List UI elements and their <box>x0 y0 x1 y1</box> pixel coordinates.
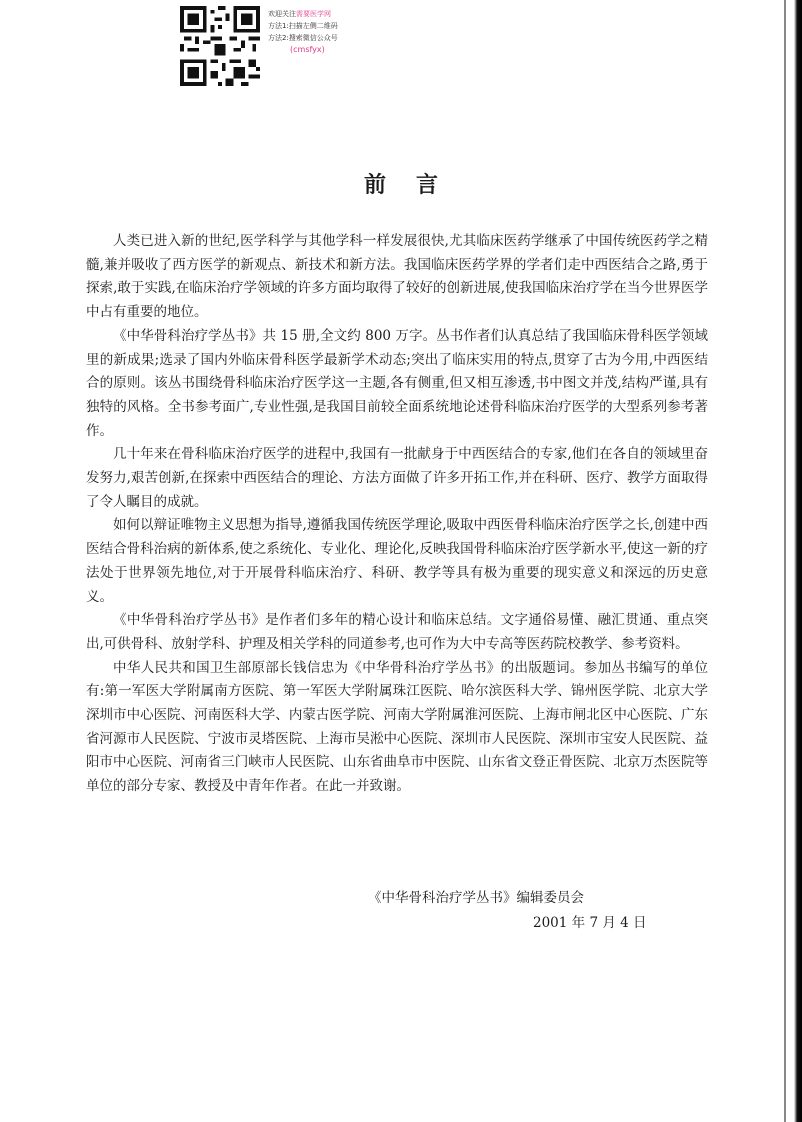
promo-text <box>268 8 378 56</box>
paragraph: 人类已进入新的世纪,医学科学与其他学科一样发展很快,尤其临床医药学继承了中国传统医药学之精髓,兼并吸收了西方医学的新观点、新技术和新方法。我国临床医药学界的学者们走中西医结合之路,勇于探索,敢于实践,在临床治疗学领域的许多方面均取得了较好的创新进展,使我国临床治疗学在当今世界医学中占有重要的地位。 <box>86 233 708 321</box>
paragraph: 中华人民共和国卫生部原部长钱信忠为《中华骨科治疗学丛书》的出版题词。参加丛书编写的单位有:第一军医大学附属南方医院、第一军医大学附属珠江医院、哈尔滨医科大学、锦州医学院、北京大学深圳市中心医院、河南医科大学、内蒙古医学院、河南大学附属淮河医院、上海市闸北区中心医院、广东省河源市人民医院、宁波市灵塔医院、上海市吴淞中心医院、深圳市人民医院、深圳市宝安人民医院、益阳市中心医院、河南省三门峡市人民医院、山东省曲阜市中医院、山东省文登正骨医院、北京万杰医院等单位的部分专家、教授及中青年作者。在此一并致谢。 <box>86 659 708 795</box>
signature: 《中华骨科治疗学丛书》编辑委员会 <box>368 890 584 906</box>
paragraph: 几十年来在骨科临床治疗医学的进程中,我国有一批献身于中西医结合的专家,他们在各自的领域里奋发努力,艰苦创新,在探索中西医结合的理论、方法方面做了许多开拓工作,并在科研、医疗、教学方面取得了令人瞩目的成就。 <box>86 446 708 510</box>
promo-line-2: 方法1:扫描左侧二维码 <box>268 22 338 30</box>
qr-code-icon <box>180 6 260 86</box>
page-title: 前言 <box>363 172 468 198</box>
paragraph: 如何以辩证唯物主义思想为指导,遵循我国传统医学理论,吸取中西医骨科临床治疗医学之长,创建中西医结合骨科治病的新体系,使之系统化、专业化、理论化,反映我国骨科临床治疗医学新水平,使这一新的疗法处于世界领先地位,对于开展骨科临床治疗、科研、教学等具有极为重要的现实意义和深远的历史意义。 <box>86 517 708 605</box>
preface-body <box>86 230 708 799</box>
promo-line-1: 欢迎关注需要医学网 <box>268 10 331 18</box>
promo-handle: (cmsfyx) <box>290 45 325 54</box>
paragraph: 《中华骨科治疗学丛书》是作者们多年的精心设计和临床总结。文字通俗易懂、融汇贯通、重点突出,可供骨科、放射学科、护理及相关学科的同道参考,也可作为大中专高等医药院校教学、参考资料。 <box>86 612 708 652</box>
date: 2001 年 7 月 4 日 <box>533 915 647 931</box>
promo-line-3: 方法2:搜索微信公众号 <box>268 34 338 42</box>
paragraph: 《中华骨科治疗学丛书》共 15 册,全文约 800 万字。丛书作者们认真总结了我国临床骨科医学领域里的新成果;选录了国内外临床骨科医学最新学术动态;突出了临床实用的特点,贯穿了古为今用,中西医结合的原则。该丛书围绕骨科临床治疗医学这一主题,各有侧重,但又相互渗透,书中图文并茂,结构严谨,具有独特的风格。全书参考面广,专业性强,是我国目前较全面系统地论述骨科临床治疗医学的大型系列参考著作。 <box>86 327 708 439</box>
